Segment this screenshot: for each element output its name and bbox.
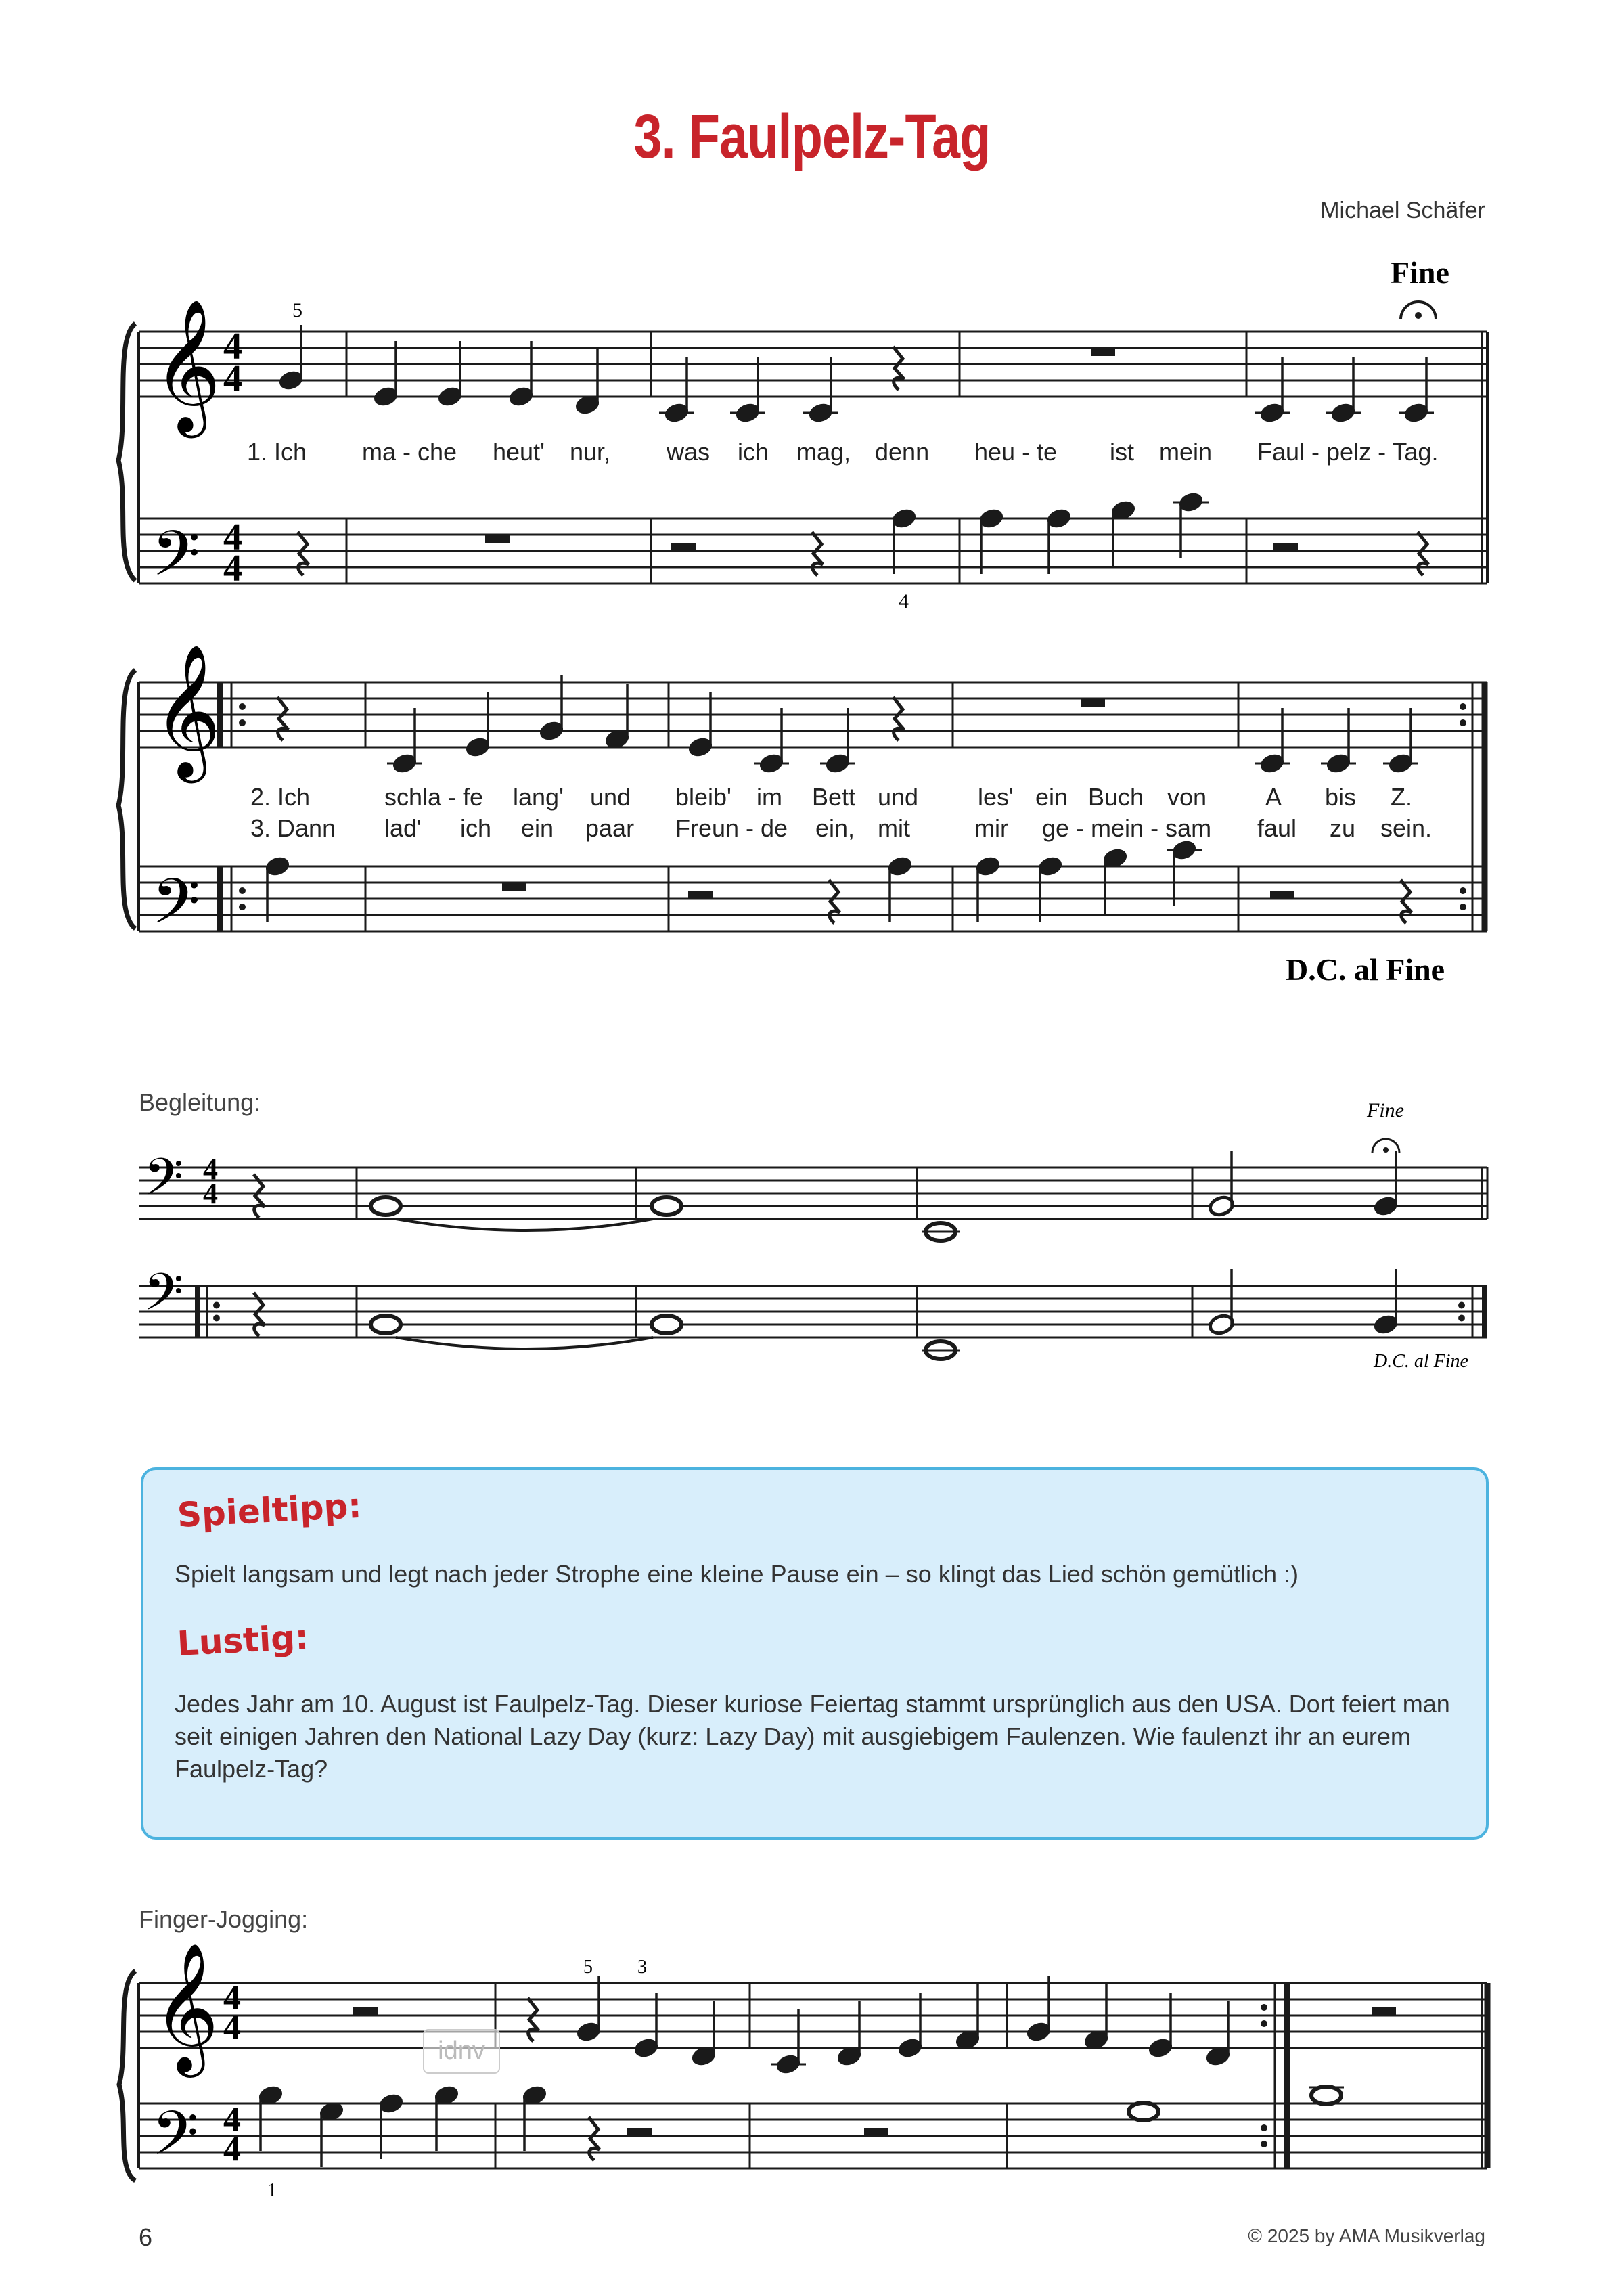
note	[318, 2100, 345, 2167]
note	[978, 507, 1005, 574]
braces	[118, 324, 135, 2181]
note	[836, 2001, 863, 2068]
note	[690, 2001, 717, 2068]
note	[1387, 708, 1414, 775]
time-sig-top: 4	[223, 2100, 241, 2139]
lyric-syllable: heu - te	[974, 438, 1058, 466]
repeat-dot	[1458, 1315, 1465, 1322]
note	[758, 708, 785, 775]
repeat-dot	[1460, 719, 1466, 726]
treble-clef: 𝄞	[153, 298, 221, 432]
brace	[119, 1971, 135, 2181]
whole-note	[371, 1197, 401, 1215]
note-head	[371, 1197, 401, 1215]
lyric-syllable: bis	[1325, 783, 1357, 811]
note-head	[1129, 2103, 1158, 2120]
lyric-syllable: faul	[1257, 814, 1297, 842]
repeat-dot	[1460, 904, 1466, 910]
quarter-rest	[829, 880, 840, 923]
bass-clef: 𝄢	[152, 2099, 199, 2183]
song-title: 3. Faulpelz-Tag	[633, 102, 991, 171]
note	[1037, 855, 1064, 922]
quarter-rest	[589, 2117, 600, 2160]
lyric-syllable: nur,	[570, 438, 611, 466]
whole-note	[652, 1197, 681, 1215]
quarter-rest	[1418, 532, 1428, 575]
quarter-rest	[893, 347, 904, 390]
tie	[396, 1219, 653, 1230]
half-rest	[864, 2128, 888, 2136]
lyric-syllable: 3. Dann	[250, 814, 336, 842]
note-head	[371, 1316, 401, 1333]
whole-rest	[485, 535, 510, 543]
lyric-syllable: Bett	[812, 783, 856, 811]
note	[897, 1993, 924, 2060]
note	[886, 855, 914, 922]
repeat-dot	[239, 719, 246, 726]
time-sig-top: 4	[223, 516, 242, 558]
lyric-syllable: ge - mein - sam	[1042, 814, 1212, 842]
lyric-syllable: 1. Ich	[247, 438, 307, 466]
note-head	[652, 1197, 681, 1215]
lyric-syllable: paar	[585, 814, 635, 842]
note	[521, 2084, 548, 2151]
lyric-syllable: lang'	[513, 783, 564, 811]
accompaniment-fine: Fine	[1367, 1099, 1404, 1121]
brace	[118, 324, 135, 581]
lyric-syllable: bleib'	[675, 783, 731, 811]
note	[1208, 1269, 1235, 1336]
lyric-syllable: Z.	[1391, 783, 1412, 811]
quarter-rest	[298, 532, 309, 575]
repeat-dot	[1261, 2020, 1267, 2027]
note	[574, 349, 601, 416]
bass-clef: 𝄢	[152, 866, 201, 954]
lyrics-verse-3	[250, 814, 1432, 842]
lustig-heading: Lustig:	[176, 1617, 310, 1664]
composer-name: Michael Schäfer	[1320, 198, 1485, 223]
repeat-dot	[1261, 2004, 1267, 2011]
note	[734, 357, 761, 424]
half-rest	[1270, 891, 1294, 899]
lyric-syllable: ist	[1110, 438, 1134, 466]
whole-note	[1129, 2103, 1158, 2120]
copyright-notice: © 2025 by AMA Musikverlag	[1248, 2225, 1485, 2246]
whole-note	[1311, 2087, 1341, 2104]
lyric-syllable: mag,	[796, 438, 851, 466]
musical-symbols	[213, 302, 1466, 2147]
finger-number-1: 1	[267, 2180, 277, 2201]
note	[1204, 2001, 1232, 2068]
bass-clef: 𝄢	[143, 1262, 184, 1335]
note	[633, 1993, 660, 2060]
accompaniment-dc-al-fine: D.C. al Fine	[1374, 1351, 1468, 1372]
half-rest	[1273, 543, 1298, 551]
lyric-syllable: les'	[978, 783, 1014, 811]
note	[663, 357, 690, 424]
note	[1372, 1151, 1399, 1218]
time-sig-bottom: 4	[223, 358, 242, 400]
note	[687, 692, 714, 759]
note	[508, 341, 535, 408]
note	[1372, 1269, 1399, 1336]
note	[1171, 839, 1198, 906]
lyric-syllable: mit	[878, 814, 910, 842]
repeat-dot	[1261, 2124, 1267, 2131]
half-rest	[1372, 2007, 1396, 2016]
half-rest	[671, 543, 696, 551]
repeat-dot	[213, 1315, 220, 1322]
note	[575, 1976, 602, 2043]
whole-note	[652, 1316, 681, 1333]
lyric-syllable: denn	[875, 438, 930, 466]
clefs	[143, 298, 221, 2183]
whole-rest	[502, 883, 526, 891]
time-sig-top: 4	[223, 1978, 241, 2017]
lyric-syllable: ich	[460, 814, 492, 842]
whole-note	[371, 1316, 401, 1333]
lyric-syllable: ich	[738, 438, 769, 466]
finger-number-3: 3	[637, 1957, 647, 1978]
note-head	[652, 1316, 681, 1333]
note	[974, 855, 1001, 922]
note	[538, 675, 565, 742]
quarter-rest	[528, 1998, 539, 2041]
repeat-dot	[213, 1302, 220, 1309]
time-sig-bottom: 4	[203, 1177, 218, 1210]
lyric-syllable: ein	[521, 814, 554, 842]
note	[1325, 708, 1352, 775]
note	[378, 2092, 405, 2159]
note	[807, 357, 834, 424]
note-head	[1311, 2087, 1341, 2104]
barlines	[139, 332, 1487, 2168]
half-rest	[688, 891, 713, 899]
repeat-dot	[239, 904, 246, 910]
whole-rest	[1091, 348, 1115, 356]
lyric-syllable: Buch	[1088, 783, 1144, 811]
spieltipp-text: Spielt langsam und legt nach jeder Strophe eine kleine Pause ein – so klingt das Lied schön gemütlich :)	[175, 1560, 1299, 1588]
repeat-dot	[1460, 703, 1466, 710]
note	[1147, 1993, 1174, 2060]
finger-number-5: 5	[583, 1957, 593, 1978]
finger-number-5: 5	[292, 299, 302, 321]
time-sig-bottom: 4	[223, 548, 242, 589]
time-sig-top: 4	[203, 1153, 218, 1186]
fermata-dot	[1415, 312, 1422, 319]
lyric-syllable: schla - fe	[384, 783, 484, 811]
note	[436, 341, 464, 408]
finger-jogging-label: Finger-Jogging:	[139, 1905, 309, 1933]
treble-clef: 𝄞	[153, 1942, 219, 2072]
lyric-syllable: ma - che	[362, 438, 457, 466]
spieltipp-heading: Spieltipp:	[176, 1486, 363, 1535]
note	[1259, 357, 1286, 424]
note	[1102, 847, 1129, 914]
note	[1177, 491, 1204, 558]
repeat-dot	[1458, 1302, 1465, 1309]
note	[264, 855, 291, 922]
lyrics-verse-1	[247, 438, 1438, 466]
finger-number-4: 4	[899, 590, 909, 613]
lyric-syllable: Faul - pelz - Tag.	[1257, 438, 1439, 466]
note	[775, 2009, 802, 2076]
note	[1259, 708, 1286, 775]
repeat-dot	[239, 703, 246, 710]
repeat-dot	[239, 887, 246, 894]
lyric-syllable: was	[667, 438, 710, 466]
lyric-syllable: ein,	[815, 814, 855, 842]
lyric-syllable: zu	[1330, 814, 1356, 842]
accompaniment-label: Begleitung:	[139, 1088, 261, 1116]
lyrics-verse-2	[250, 783, 1412, 811]
note	[954, 1984, 981, 2051]
lyric-syllable: ein	[1035, 783, 1068, 811]
note	[1110, 499, 1137, 566]
watermark: idnv	[423, 2029, 500, 2074]
bass-clef: 𝄢	[152, 518, 201, 606]
treble-clef: 𝄞	[153, 644, 221, 778]
lyric-syllable: sein.	[1380, 814, 1433, 842]
page-number: 6	[139, 2223, 153, 2251]
note	[464, 692, 491, 759]
brace	[118, 670, 135, 929]
notes	[254, 325, 1434, 2167]
quarter-rest	[812, 532, 823, 575]
quarter-rest	[1401, 880, 1412, 923]
tie	[396, 1337, 653, 1349]
lyric-syllable: und	[590, 783, 631, 811]
lyric-syllable: Freun - de	[675, 814, 788, 842]
time-sig-bottom: 4	[223, 2130, 241, 2168]
note	[1045, 507, 1073, 574]
lyric-syllable: A	[1265, 783, 1282, 811]
dc-al-fine-marking: D.C. al Fine	[1286, 952, 1445, 987]
note	[1025, 1976, 1052, 2043]
fine-marking: Fine	[1391, 255, 1449, 290]
whole-rest	[1081, 698, 1105, 707]
note	[257, 2084, 284, 2151]
bass-clef: 𝄢	[143, 1147, 184, 1220]
note	[433, 2084, 460, 2151]
note	[890, 507, 918, 574]
time-sig-top: 4	[223, 326, 242, 368]
half-rest	[627, 2128, 652, 2136]
fermata-dot	[1383, 1147, 1389, 1153]
lyric-syllable: mein	[1159, 438, 1213, 466]
note	[1330, 357, 1357, 424]
lyric-syllable: heut'	[493, 438, 545, 466]
note	[604, 684, 631, 751]
quarter-rest	[893, 697, 904, 740]
note	[277, 325, 304, 392]
tip-box	[141, 1467, 1489, 1840]
lyric-syllable: im	[757, 783, 782, 811]
repeat-dot	[1261, 2141, 1267, 2147]
note	[1208, 1151, 1235, 1218]
lustig-text: Jedes Jahr am 10. August ist Faulpelz-Tag. Dieser kuriose Feiertag stammt ursprünglich aus den USA. Dort feiert man seit einigen Jahren den National Lazy Day (kurz: Lazy Day) mit ausgiebigem Faulenzen. Wie faulenzt ihr an eurem Faulpelz-Tag?	[175, 1690, 1450, 1783]
quarter-rest	[277, 697, 288, 740]
lyric-syllable: und	[878, 783, 919, 811]
note	[1083, 1984, 1110, 2051]
lyric-syllable: lad'	[384, 814, 422, 842]
note	[391, 708, 418, 775]
lyric-syllable: 2. Ich	[250, 783, 311, 811]
note	[1403, 357, 1430, 424]
half-rest	[353, 2007, 378, 2016]
lyric-syllable: von	[1167, 783, 1207, 811]
note	[372, 341, 399, 408]
lyric-syllable: mir	[974, 814, 1008, 842]
time-sig-bottom: 4	[223, 2008, 241, 2047]
note	[824, 708, 851, 775]
repeat-dot	[1460, 887, 1466, 894]
staff-lines	[139, 332, 1487, 2168]
